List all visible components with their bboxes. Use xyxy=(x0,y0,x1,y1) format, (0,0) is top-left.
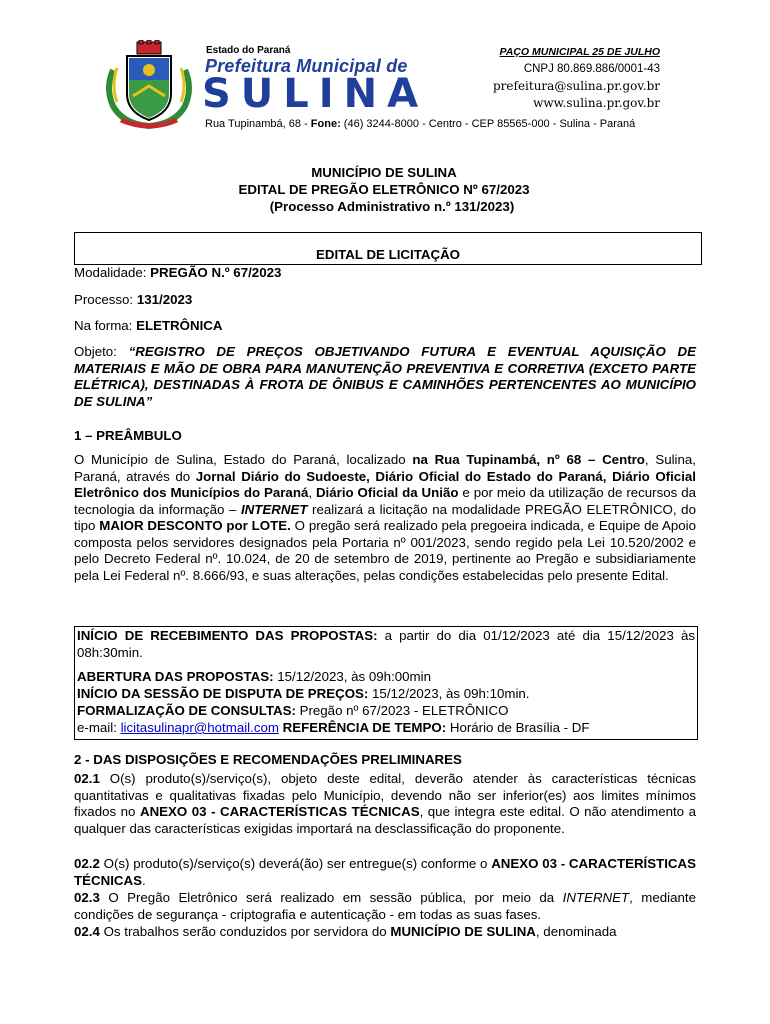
letterhead-email: prefeitura@sulina.pr.gov.br xyxy=(492,79,660,93)
schedule-abertura: ABERTURA DAS PROPOSTAS: 15/12/2023, às 09h:00min xyxy=(77,669,431,684)
clause-02-1: 02.1 O(s) produto(s)/serviço(s), objeto deste edital, deverão atender às características técnicas quantitativas e qualitativas fixadas pelo Município, devendo não ser inferior(es) aos limites mínimos fixados no ANEXO 03 - CARACTERÍSTICAS TÉCNICAS, que integra este edital. O não atendimento a qualquer das características exigidas importará na desclassificação do proponente. xyxy=(74,771,696,836)
letterhead-contact xyxy=(493,44,660,112)
edital-title: EDITAL DE LICITAÇÃO xyxy=(315,247,461,262)
schedule-email-line: e-mail: licitasulinapr@hotmail.com REFERÊNCIA DE TEMPO: Horário de Brasília - DF xyxy=(77,720,590,735)
preambulo-paragraph: O Município de Sulina, Estado do Paraná, localizado na Rua Tupinambá, nº 68 – Centro, Sulina, Paraná, através do Jornal Diário do Sudoeste, Diário Oficial do Estado do Paraná, Diário Oficial Eletrônico dos Municípios do Paraná, Diário Oficial da União e por meio da utilização de recursos da tecnologia da informação – INTERNET realizará a licitação na modalidade PREGÃO ELETRÔNICO, do tipo MAIOR DESCONTO por LOTE. O pregão será realizado pela pregoeira indicada, e Equipe de Apoio composta pelos servidores designados pela Portaria nº 001/2023, sendo regido pela Lei 10.520/2002 e pelo Decreto Federal nº. 10.024, de 20 de setembro de 2019, pertinente ao Pregão e subsidiariamente pela Lei Federal nº. 8.666/93, e suas alterações, pelas condições estabelecidas pelo presente Edital. xyxy=(74,452,697,583)
objeto-paragraph: Objeto: “REGISTRO DE PREÇOS OBJETIVANDO FUTURA E EVENTUAL AQUISIÇÃO DE MATERIAIS E MÃO DE OBRA PARA MANUTENÇÃO PREVENTIVA E CORRETIVA (EXCETO PARTE ELÉTRICA), DESTINADAS À FROTA DE ÔNIBUS E CAMINHÕES PERTENCENTES AO MUNICÍPIO DE SULINA” xyxy=(74,344,696,409)
modalidade-line: Modalidade: PREGÃO N.º 67/2023 xyxy=(74,265,282,280)
municipal-crest-icon xyxy=(103,40,195,132)
letterhead-paco: PAÇO MUNICIPAL 25 DE JULHO xyxy=(499,46,660,58)
section1-heading: 1 – PREÂMBULO xyxy=(74,428,182,443)
letterhead-prefeitura: Prefeitura Municipal de xyxy=(205,56,408,76)
clause-02-4: 02.4 Os trabalhos serão conduzidos por servidora do MUNICÍPIO DE SULINA, denominada xyxy=(74,924,617,939)
schedule-consultas: FORMALIZAÇÃO DE CONSULTAS: Pregão nº 67/2023 - ELETRÔNICO xyxy=(77,703,509,718)
schedule-sessao: INÍCIO DA SESSÃO DE DISPUTA DE PREÇOS: 15/12/2023, às 09h:10min. xyxy=(77,686,530,701)
processo-line: Processo: 131/2023 xyxy=(74,292,193,307)
letterhead-website: www.sulina.pr.gov.br xyxy=(533,96,660,110)
clause-02-3: 02.3 O Pregão Eletrônico será realizado em sessão pública, por meio da INTERNET, mediante condições de segurança - criptografia e autenticação - em todas as suas fases. xyxy=(74,890,696,922)
letterhead-city-logo: SULINA xyxy=(202,71,429,117)
email-link[interactable]: licitasulinapr@hotmail.com xyxy=(120,720,279,735)
letterhead-address: Rua Tupinambá, 68 - Fone: (46) 3244-8000 - Centro - CEP 85565-000 - Sulina - Paraná xyxy=(205,118,636,130)
schedule-inicio: INÍCIO DE RECEBIMENTO DAS PROPOSTAS: a partir do dia 01/12/2023 até dia 15/12/2023 às 08h:30min. xyxy=(77,628,695,660)
clause-02-2: 02.2 O(s) produto(s)/serviço(s) deverá(ão) ser entregue(s) conforme o ANEXO 03 - CARACTERÍSTICAS TÉCNICAS. xyxy=(74,856,696,888)
section2-heading: 2 - DAS DISPOSIÇÕES E RECOMENDAÇÕES PRELIMINARES xyxy=(74,752,462,767)
letterhead-state: Estado do Paraná xyxy=(206,45,291,56)
schedule-box xyxy=(74,626,698,740)
document-title: MUNICÍPIO DE SULINA EDITAL DE PREGÃO ELETRÔNICO Nº 67/2023 (Processo Administrativo n.º 131/2023) xyxy=(238,165,530,214)
letterhead-cnpj: CNPJ 80.869.886/0001-43 xyxy=(523,63,660,75)
forma-line: Na forma: ELETRÔNICA xyxy=(74,318,223,333)
edital-title-box xyxy=(74,232,702,265)
